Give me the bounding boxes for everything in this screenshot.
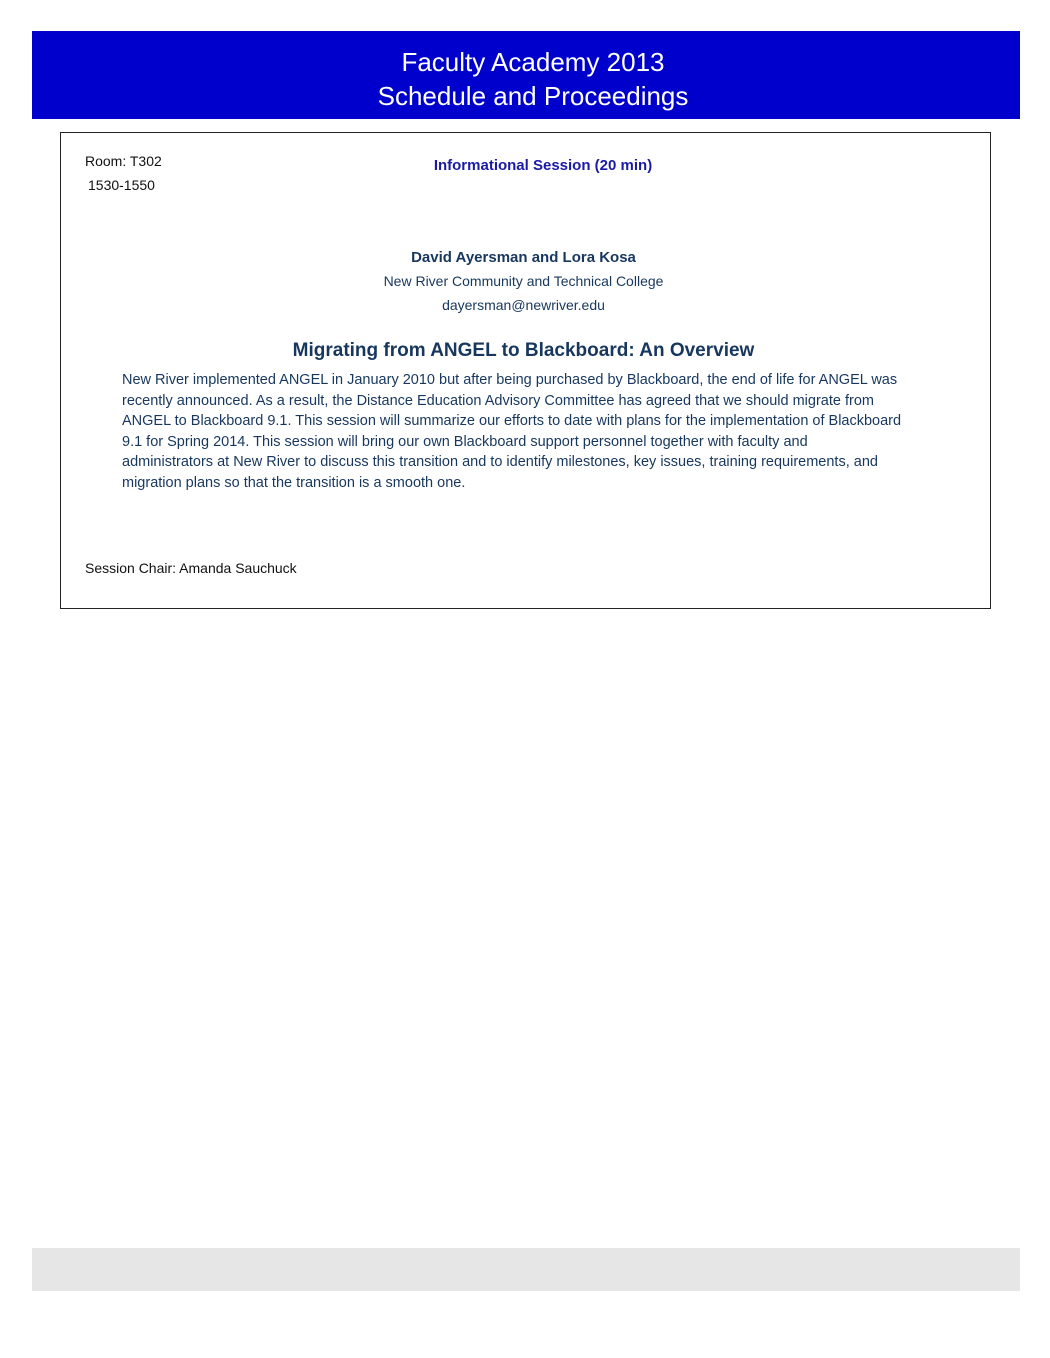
session-time: 1530-1550 bbox=[88, 177, 155, 193]
session-box bbox=[60, 132, 991, 609]
session-room: Room: T302 bbox=[85, 153, 162, 169]
session-abstract: New River implemented ANGEL in January 2010 but after being purchased by Blackboard, the end of life for ANGEL was recently announced. As a result, the Distance Education Advisory Committee has agreed that we should migrate from ANGEL to Blackboard 9.1. This session will summarize our efforts to date with plans for the implementation of Blackboard 9.1 for Spring 2014. This session will bring our own Blackboard support personnel together with faculty and administrators at New River to discuss this transition and to identify milestones, key issues, training requirements, and migration plans so that the transition is a smooth one. bbox=[122, 372, 902, 491]
session-presenters: David Ayersman and Lora Kosa bbox=[411, 249, 636, 266]
header-title-line2: Schedule and Proceedings bbox=[377, 81, 689, 111]
session-chair: Session Chair: Amanda Sauchuck bbox=[85, 560, 297, 576]
session-title: Migrating from ANGEL to Blackboard: An Overview bbox=[292, 340, 755, 361]
footer-band bbox=[32, 1248, 1020, 1291]
presenter-email: dayersman@newriver.edu bbox=[442, 297, 605, 313]
header-banner bbox=[32, 31, 1020, 119]
header-title-line1: Faculty Academy 2013 bbox=[401, 47, 665, 77]
session-type: Informational Session (20 min) bbox=[433, 157, 653, 174]
session-institution: New River Community and Technical College bbox=[383, 273, 664, 289]
